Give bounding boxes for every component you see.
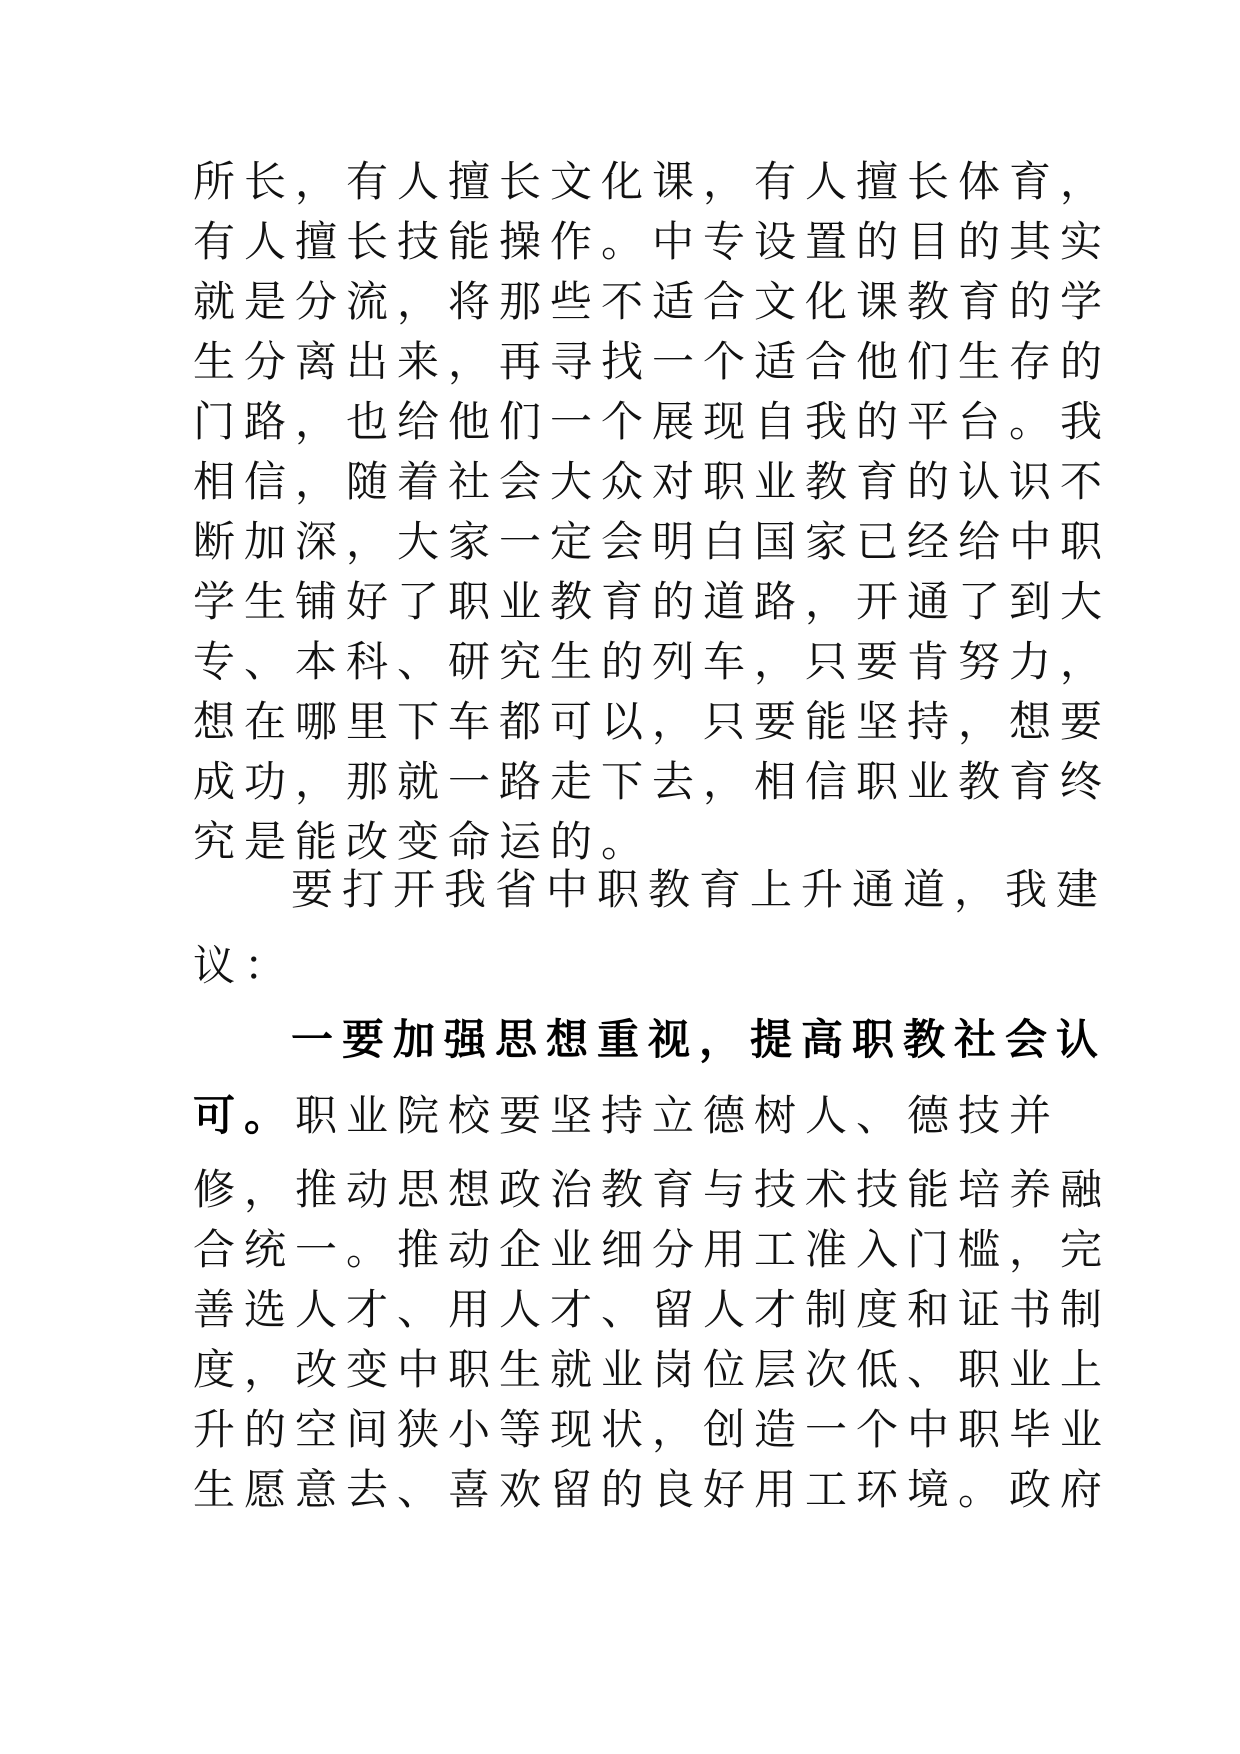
text-line: 生分离出来，再寻找一个适合他们生存的 [193, 337, 1112, 386]
text-line: 究是能改变命运的。 [193, 817, 653, 866]
paragraph-3 [193, 1010, 1112, 1520]
text-line: 专、本科、研究生的列车，只要肯努力， [193, 637, 1112, 686]
text-line: 生愿意去、喜欢留的良好用工环境。政府 [193, 1465, 1112, 1514]
text-line: 就是分流，将那些不适合文化课教育的学 [193, 277, 1112, 326]
text-line: 成功，那就一路走下去，相信职业教育终 [193, 757, 1112, 806]
text-line: 议： [193, 941, 296, 990]
text-line: 合统一。推动企业细分用工准入门槛，完 [193, 1225, 1112, 1274]
paragraph-2 [193, 860, 1108, 996]
text-line: 所长，有人擅长文化课，有人擅长体育， [193, 157, 1112, 206]
text-segment: 职业院校要坚持立德树人、德技并 [295, 1091, 1061, 1140]
bold-heading-line: 一要加强思想重视，提高职教社会认 [291, 1015, 1108, 1064]
text-line: 相信，随着社会大众对职业教育的认识不 [193, 457, 1112, 506]
text-line: 修，推动思想政治教育与技术技能培养融 [193, 1165, 1112, 1214]
bold-lead-text: 可。 [193, 1091, 296, 1140]
text-line: 要打开我省中职教育上升通道，我建 [291, 865, 1108, 914]
text-line [193, 1086, 1061, 1146]
text-line: 想在哪里下车都可以，只要能坚持，想要 [193, 697, 1112, 746]
paragraph-1 [193, 152, 1112, 872]
text-line: 善选人才、用人才、留人才制度和证书制 [193, 1285, 1112, 1334]
text-line: 升的空间狭小等现状，创造一个中职毕业 [193, 1405, 1112, 1454]
text-line: 断加深，大家一定会明白国家已经给中职 [193, 517, 1112, 566]
text-line: 门路，也给他们一个展现自我的平台。我 [193, 397, 1112, 446]
text-line: 有人擅长技能操作。中专设置的目的其实 [193, 217, 1112, 266]
text-line: 度，改变中职生就业岗位层次低、职业上 [193, 1345, 1112, 1394]
text-line: 学生铺好了职业教育的道路，开通了到大 [193, 577, 1112, 626]
